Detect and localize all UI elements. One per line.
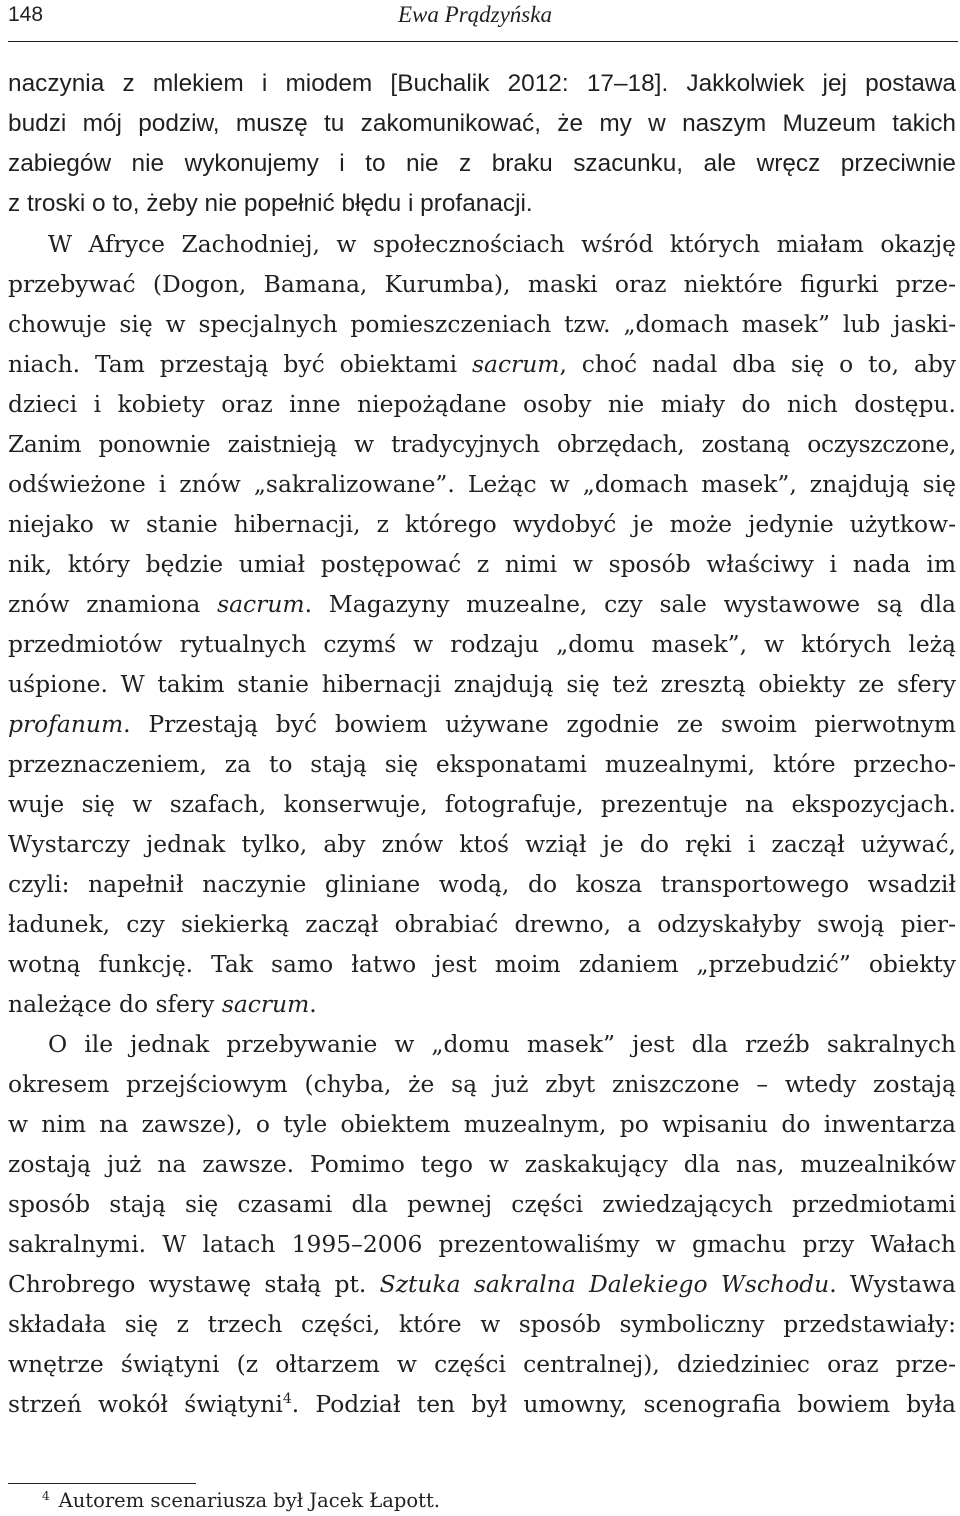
text-run: Chrobrego wystawę stałą pt.: [8, 1270, 380, 1298]
text-run: .: [309, 990, 317, 1018]
page-header: [0, 0, 960, 44]
italic-term: profanum: [8, 710, 124, 738]
text-run: . Magazyny muzealne, czy sale wystawowe są dla: [304, 590, 956, 618]
text-line: ładunek, czy siekierką zaczął obrabiać drewno, a odzyskałyby swoją pier-: [8, 910, 956, 938]
text-line: wotną funkcję. Tak samo łatwo jest moim zdaniem „przebudzić” obiekty: [8, 950, 956, 978]
italic-term: sacrum: [472, 350, 560, 378]
text-line: przedmiotów rytualnych czymś w rodzaju „domu masek”, w których leżą: [8, 630, 956, 658]
text-run: . Wystawa: [829, 1270, 956, 1298]
text-line: z troski o to, żeby nie popełnić błędu i profanacji.: [8, 190, 533, 217]
text-line: niejako w stanie hibernacji, z którego wydobyć je może jedynie użytkow-: [8, 510, 956, 538]
text-line: sposób stają się czasami dla pewnej części zwiedzających przedmiotami: [8, 1190, 956, 1218]
text-line: naczynia z mlekiem i miodem [Buchalik 2012: 17–18]. Jakkolwiek jej postawa: [8, 70, 956, 97]
footnote-marker: 4: [42, 1489, 50, 1503]
text-run: niach. Tam przestają być obiektami: [8, 350, 472, 378]
text-line: [8, 704, 956, 744]
text-line: w nim na zawsze), o tyle obiektem muzealnym, po wpisaniu do inwentarza: [8, 1110, 956, 1138]
footnote-text: Autorem scenariusza był Jacek Łapott.: [58, 1489, 440, 1512]
text-line: okresem przejściowym (chyba, że są już zbyt zniszczone – wtedy zostają: [8, 1070, 956, 1098]
text-line: [8, 584, 956, 624]
text-line: O ile jednak przebywanie w „domu masek” jest dla rzeźb sakralnych: [48, 1030, 956, 1058]
text-line: przebywać (Dogon, Bamana, Kurumba), maski oraz niektóre figurki prze-: [8, 270, 956, 298]
text-line: wnętrze świątyni (z ołtarzem w części centralnej), dziedziniec oraz prze-: [8, 1350, 956, 1378]
text-run: należące do sfery: [8, 990, 222, 1018]
running-head-author: Ewa Prądzyńska: [398, 2, 552, 27]
text-line: nik, który będzie umiał postępować z nimi w sposób właściwy i nada im: [8, 550, 956, 578]
page-number: 148: [8, 3, 44, 26]
text-line: Zanim ponownie zaistnieją w tradycyjnych obrzędach, zostaną oczyszczone,: [8, 430, 956, 458]
text-line: zostają już na zawsze. Pomimo tego w zaskakujący dla nas, muzealników: [8, 1150, 956, 1178]
text-line: [8, 1384, 956, 1424]
text-run: . Podział ten był umowny, scenografia bowiem była: [291, 1390, 956, 1418]
text-line: wuje się w szafach, konserwuje, fotografuje, prezentuje na ekspozycjach.: [8, 790, 956, 818]
text-run: znów znamiona: [8, 590, 218, 618]
footnote-rule: [8, 1483, 196, 1484]
text-line: [8, 344, 956, 384]
text-line: odświeżone i znów „sakralizowane”. Leżąc w „domach masek”, znajdują się: [8, 470, 956, 498]
italic-term: sacrum: [217, 590, 305, 618]
footnote-reference[interactable]: 4: [282, 1391, 292, 1407]
italic-title: Sztuka sakralna Dalekiego Wschodu: [379, 1270, 830, 1298]
text-run: . Przestają być bowiem używane zgodnie ze swoim pierwotnym: [123, 710, 956, 738]
text-line: chowuje się w specjalnych pomieszczeniach tzw. „domach masek” lub jaski-: [8, 310, 956, 338]
body-text: [8, 64, 956, 1424]
text-line: [8, 984, 956, 1024]
text-line: składała się z trzech części, które w sposób symboliczny przedstawiały:: [8, 1310, 956, 1338]
text-run: , choć nadal dba się o to, aby: [559, 350, 956, 378]
footnote: [42, 1489, 440, 1513]
text-line: zabiegów nie wykonujemy i to nie z braku szacunku, ale wręcz przeciwnie: [8, 150, 956, 177]
header-rule: [8, 41, 958, 42]
text-line: dzieci i kobiety oraz inne niepożądane osoby nie miały do nich dostępu.: [8, 390, 956, 418]
text-line: czyli: napełnił naczynie gliniane wodą, do kosza transportowego wsadził: [8, 870, 956, 898]
text-run: strzeń wokół świątyni: [8, 1390, 283, 1418]
italic-term: sacrum: [221, 990, 310, 1018]
text-line: sakralnymi. W latach 1995–2006 prezentowaliśmy w gmachu przy Wałach: [8, 1230, 956, 1258]
text-line: budzi mój podziw, muszę tu zakomunikować, że my w naszym Muzeum takich: [8, 110, 956, 137]
text-line: [8, 1264, 956, 1304]
text-line: uśpione. W takim stanie hibernacji znajdują się też zresztą obiekty ze sfery: [8, 670, 956, 698]
text-line: Wystarczy jednak tylko, aby znów ktoś wziął je do ręki i zaczął używać,: [8, 830, 956, 858]
text-line: W Afryce Zachodniej, w społecznościach wśród których miałam okazję: [48, 230, 956, 258]
text-line: przeznaczeniem, za to stają się eksponatami muzealnymi, które przecho-: [8, 750, 956, 778]
